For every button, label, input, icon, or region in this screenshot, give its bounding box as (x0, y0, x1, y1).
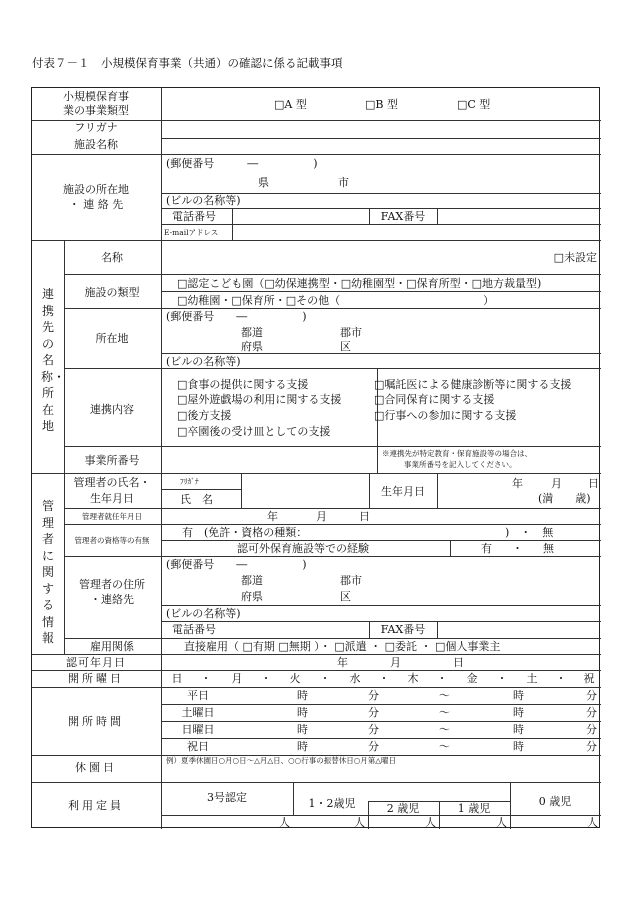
year-label: 年 (512, 477, 523, 490)
minute-label: 分 (586, 706, 597, 719)
building-name: (ビルの名称等) (166, 607, 241, 620)
minute-label: 分 (368, 706, 379, 719)
month-label: 月 (551, 477, 562, 490)
content-option[interactable]: □食事の提供に関する支援 (177, 378, 309, 391)
separator-dot: ・ (319, 672, 331, 685)
todo-label: 都道 (241, 574, 263, 587)
day-thu[interactable]: 木 (407, 672, 419, 685)
fuken-label: 府県 (241, 340, 263, 353)
separator-dot: ・ (436, 672, 448, 685)
unit-label: 人 (496, 816, 507, 829)
email-label: E-mailアドレス (164, 228, 219, 237)
row-line (32, 473, 601, 474)
closed-days-example: 例）夏季休園日○月○日～△月△日、○○行事の振替休日○月第△曜日 (166, 756, 397, 765)
unit-label: 人 (587, 816, 598, 829)
open-days-label: 開所曜日 (68, 672, 124, 685)
day-holiday[interactable]: 祝 (583, 672, 595, 685)
facility-address-label: 施設の所在地 (63, 183, 129, 196)
postal-code: (郵便番号 ― ) (166, 157, 318, 170)
unit-label: 人 (354, 816, 365, 829)
tilde: ～ (439, 723, 450, 736)
row-line (32, 154, 601, 155)
hour-label: 時 (513, 706, 524, 719)
day-label: 日 (359, 510, 370, 523)
row-line (161, 540, 601, 541)
city-label: 市 (338, 176, 349, 189)
day-tue[interactable]: 火 (289, 672, 301, 685)
row-line (64, 308, 601, 309)
partner-side-label: 連携先の名称・所在地 (41, 287, 66, 433)
row-line (64, 638, 601, 639)
col-line (161, 88, 162, 829)
month-label: 月 (316, 510, 327, 523)
ku-label: 区 (340, 340, 351, 353)
office-number-label: 事業所番号 (84, 454, 140, 467)
employment-label: 雇用関係 (90, 640, 134, 653)
row-line (161, 721, 601, 722)
manager-address-label: 管理者の住所 (79, 578, 145, 591)
content-option[interactable]: □後方支援 (177, 409, 232, 422)
furigana-label: フリガナ (74, 121, 118, 134)
hour-label: 時 (513, 689, 524, 702)
gunshi-label: 郡市 (340, 326, 362, 339)
row-line (161, 815, 601, 816)
row-line (64, 508, 601, 509)
row-line (161, 291, 601, 292)
row-line (161, 489, 241, 490)
row-line (64, 446, 601, 447)
tel-label: 電話番号 (172, 210, 216, 223)
day-label: 日 (453, 656, 464, 669)
facility-address-label: ・ 連 絡 先 (68, 198, 124, 211)
facility-name-field[interactable] (162, 139, 600, 153)
month-label: 月 (390, 656, 401, 669)
day-fri[interactable]: 金 (466, 672, 478, 685)
minute-label: 分 (368, 723, 379, 736)
separator-dot: ・ (200, 672, 212, 685)
hour-label: 時 (297, 689, 308, 702)
experience-no[interactable]: 無 (543, 542, 554, 555)
col-line (439, 801, 440, 829)
closed-days-label: 休園日 (75, 761, 117, 774)
minute-label: 分 (368, 689, 379, 702)
col-line (232, 208, 233, 240)
tel-label: 電話番号 (172, 623, 216, 636)
birthdate-label: 生年月日 (381, 485, 425, 498)
separator-dot: ・ (378, 672, 390, 685)
row-line (64, 274, 601, 275)
row-line (161, 353, 601, 354)
capacity-2-label: 2 歳児 (386, 802, 420, 815)
type-label: 小規模保育事 (63, 90, 129, 103)
col-line (437, 473, 438, 508)
manager-address-label: ・連絡先 (90, 593, 134, 606)
manager-side-label: 管理者に関する情報 (41, 499, 54, 645)
row-line (161, 738, 601, 739)
office-note: ※連携先が特定教育・保育施設等の場合は、 (382, 449, 532, 458)
day-sun[interactable]: 日 (171, 672, 183, 685)
row-line (64, 556, 601, 557)
type-label: 業の事業類型 (63, 104, 129, 117)
experience-label: 認可外保育施設等での経験 (237, 542, 369, 555)
minute-label: 分 (586, 740, 597, 753)
capacity-1-label: 1 歳児 (457, 802, 491, 815)
row-line (161, 605, 601, 606)
facility-name-label: 施設名称 (74, 138, 118, 151)
type-c-checkbox[interactable]: □C 型 (457, 98, 491, 111)
separator-dot: ・ (260, 672, 272, 685)
hours-day-label: 土曜日 (181, 706, 215, 719)
capacity-12-label: 1・2歳児 (308, 797, 356, 810)
appoint-date-label: 管理者就任年月日 (82, 512, 142, 521)
col-line (369, 621, 370, 638)
partner-type-label: 施設の類型 (84, 286, 140, 299)
office-note: 事業所番号を記入してください。 (404, 460, 517, 469)
hours-day-label: 平日 (187, 689, 209, 702)
type-a-checkbox[interactable]: □A 型 (274, 98, 307, 111)
col-line (64, 240, 65, 654)
hour-label: 時 (297, 740, 308, 753)
minute-label: 分 (368, 740, 379, 753)
row-line (161, 208, 601, 209)
col-line (368, 801, 369, 829)
col-line (450, 540, 451, 556)
hour-label: 時 (297, 723, 308, 736)
partner-content-label: 連携内容 (90, 403, 134, 416)
col-line (369, 473, 370, 508)
col-line (377, 446, 378, 473)
type-b-checkbox[interactable]: □B 型 (365, 98, 398, 111)
row-line (161, 224, 601, 225)
building-name: (ビルの名称等) (166, 194, 241, 207)
separator-dot: ・ (512, 542, 523, 555)
qualification-text: 有 (免許・資格の種類： (182, 526, 308, 539)
row-line (32, 240, 601, 241)
application-form (31, 87, 600, 828)
year-label: 年 (337, 656, 348, 669)
manager-name-label: 管理者の氏名・ (73, 476, 151, 489)
qualification-label: 管理者の資格等の有無 (74, 536, 150, 545)
content-option[interactable]: □行事への参加に関する支援 (374, 409, 517, 422)
approval-date-label: 認可年月日 (66, 656, 126, 669)
col-line (437, 208, 438, 224)
unit-label: 人 (425, 816, 436, 829)
form-title: 付表７－１ 小規模保育事業（共通）の確認に係る記載事項 (32, 56, 343, 70)
day-sat[interactable]: 土 (526, 672, 538, 685)
fax-label: FAX番号 (380, 623, 426, 636)
tilde: ～ (439, 689, 450, 702)
experience-yes[interactable]: 有 (481, 542, 492, 555)
minute-label: 分 (586, 689, 597, 702)
row-line (32, 687, 601, 688)
minute-label: 分 (586, 723, 597, 736)
hours-day-label: 日曜日 (181, 723, 215, 736)
unset-checkbox[interactable]: □未設定 (553, 251, 597, 264)
col-line (437, 621, 438, 638)
tilde: ～ (439, 740, 450, 753)
day-wed[interactable]: 水 (349, 672, 361, 685)
postal-code: (郵便番号 ― ) (166, 558, 307, 571)
separator-dot: ・ (555, 672, 567, 685)
building-name: (ビルの名称等) (166, 355, 241, 368)
content-option[interactable]: □屋外遊戯場の利用に関する支援 (177, 393, 342, 406)
year-label: 年 (267, 510, 278, 523)
capacity-3go-label: 3号認定 (207, 791, 247, 804)
partner-address-label: 所在地 (95, 332, 129, 345)
unit-label: 人 (279, 816, 290, 829)
qualification-none[interactable]: ) ・ 無 (505, 526, 554, 539)
todo-label: 都道 (241, 326, 263, 339)
ku-label: 区 (340, 590, 351, 603)
age-label: (満 歳) (538, 492, 591, 505)
col-line (369, 208, 370, 224)
col-line (293, 782, 294, 815)
fax-label: FAX番号 (380, 210, 426, 223)
hours-day-label: 祝日 (187, 740, 209, 753)
capacity-0-label: 0 歳児 (538, 795, 572, 808)
row-line (64, 524, 601, 525)
content-option[interactable]: □合同保育に関する支援 (374, 393, 495, 406)
content-option[interactable]: □卒園後の受け皿としての支援 (177, 425, 331, 438)
partner-type-option[interactable]: □認定こども園（□幼保連携型・□幼稚園型・□保育所型・□地方裁量型) (177, 277, 542, 290)
content-option[interactable]: □嘱託医による健康診断等に関する支援 (374, 378, 572, 391)
furigana-label: ﾌﾘｶﾞﾅ (180, 477, 199, 486)
capacity-label: 利用定員 (68, 799, 124, 812)
opening-hours-label: 開所時間 (68, 715, 124, 728)
col-line (241, 473, 242, 508)
fuken-label: 府県 (241, 590, 263, 603)
employment-options[interactable]: 直接雇用（ □有期 □無期 ）・ □派遣 ・ □委託 ・ □個人事業主 (184, 640, 501, 653)
prefecture-label: 県 (258, 176, 269, 189)
row-line (161, 621, 601, 622)
furigana-field[interactable] (162, 122, 600, 137)
gunshi-label: 郡市 (340, 574, 362, 587)
row-line (32, 654, 601, 655)
row-line (32, 782, 601, 783)
hour-label: 時 (513, 723, 524, 736)
postal-code: (郵便番号 ― ) (166, 310, 307, 323)
day-mon[interactable]: 月 (231, 672, 243, 685)
hour-label: 時 (297, 706, 308, 719)
hour-label: 時 (513, 740, 524, 753)
partner-type-option[interactable]: □幼稚園・□保育所・□その他（ ） (177, 294, 495, 307)
separator-dot: ・ (496, 672, 508, 685)
day-label: 日 (588, 477, 599, 490)
row-line (64, 368, 601, 369)
tilde: ～ (439, 706, 450, 719)
col-line (510, 782, 511, 829)
shimei-label: 氏 名 (180, 493, 213, 506)
partner-name-label: 名称 (101, 251, 123, 264)
manager-name-label: 生年月日 (90, 492, 134, 505)
row-line (161, 704, 601, 705)
row-line (32, 670, 601, 671)
